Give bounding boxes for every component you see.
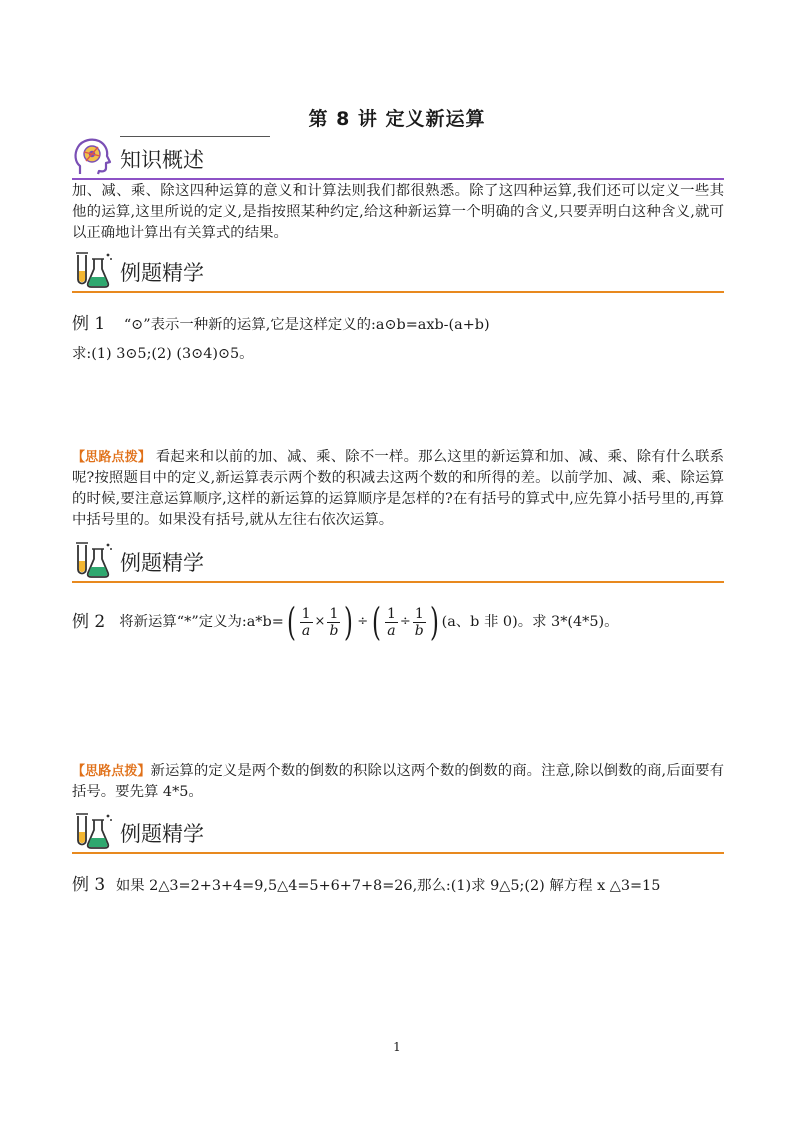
- section-header-overview: [72, 136, 724, 180]
- example-1-hint: [72, 447, 724, 531]
- example-1-statement: [72, 313, 724, 336]
- hint-text: 新运算的定义是两个数的倒数的积除以这两个数的倒数的商。注意,除以倒数的商,后面要有括号。要先算 4*5。: [72, 763, 724, 800]
- example-2-prefix: 将新运算“*”定义为:a*b=: [119, 614, 284, 630]
- example-1-question: 求:(1) 3⊙5;(2) (3⊙4)⊙5。: [72, 346, 254, 362]
- left-paren: (: [286, 600, 296, 644]
- section-underline: [72, 852, 724, 854]
- hint-label: 【思路点拨】: [72, 764, 151, 779]
- section-title-example: 例题精学: [120, 822, 204, 846]
- hint-text: 看起来和以前的加、减、乘、除不一样。那么这里的新运算和加、减、乘、除有什么联系呢?按照题目中的定义,新运算表示两个数的积减去这两个数的和所得的差。以前学加、减、乘、除运算的时候,要注意运算顺序,这样的新运算的运算顺序是怎样的?在有括号的算式中,应先算小括号里的,再算中括号里的。如果没有括号,就从左往右依次运算。: [72, 449, 724, 528]
- example-2-suffix: (a、b 非 0)。求 3*(4*5)。: [441, 614, 619, 630]
- brain-head-icon: [72, 136, 114, 178]
- right-paren: ): [344, 600, 354, 644]
- left-paren: (: [372, 600, 382, 644]
- section-header-example-2: [72, 539, 724, 583]
- overview-paragraph: 加、减、乘、除这四种运算的意义和计算法则我们都很熟悉。除了这四种运算,我们还可以定义一些其他的运算,这里所说的定义,是指按照某种约定,给这种新运算一个明确的含义,只要弄明白这种含义,就可以正确地计算出有关算式的结果。: [72, 183, 724, 241]
- example-2-number: 例 2: [72, 612, 106, 632]
- section-underline: [72, 291, 724, 293]
- hint-label: 【思路点拨】: [72, 450, 152, 465]
- lab-flask-icon: [72, 810, 114, 852]
- fraction-one-over-b: $\frac{1}{b}$: [414, 605, 424, 639]
- example-3-text: 如果 2△3=2+3+4=9,5△4=5+6+7+8=26,那么:(1)求 9△5;(2) 解方程 x △3=15: [115, 878, 661, 894]
- section-header-example-1: [72, 249, 724, 293]
- section-title-example: 例题精学: [120, 551, 204, 575]
- formula-quotient-group: [369, 600, 441, 644]
- example-1-definition: “⊙”表示一种新的运算,它是这样定义的:a⊙b=axb-(a+b): [123, 317, 490, 333]
- formula-product-group: [284, 600, 356, 644]
- fraction-one-over-b: $\frac{1}{b}$: [329, 605, 339, 639]
- lab-flask-icon: [72, 539, 114, 581]
- times-operator: ×: [314, 614, 326, 629]
- example-2-hint: [72, 761, 724, 803]
- section-title-overview: 知识概述: [120, 148, 204, 172]
- section-title-example: 例题精学: [120, 261, 204, 285]
- divide-operator: ÷: [357, 614, 369, 629]
- right-paren: ): [429, 600, 439, 644]
- example-1-number: 例 1: [72, 314, 106, 334]
- lab-flask-icon: [72, 249, 114, 291]
- fraction-one-over-a: $\frac{1}{a}$: [386, 605, 396, 639]
- page-title: 第 8 讲 定义新运算: [308, 108, 486, 130]
- section-underline: [72, 178, 724, 180]
- section-header-example-3: [72, 810, 724, 854]
- example-2-statement: [72, 600, 724, 644]
- example-3-statement: [72, 874, 724, 897]
- page-number: 1: [393, 1040, 401, 1054]
- header-top-line: [120, 136, 270, 137]
- example-3-number: 例 3: [72, 875, 106, 895]
- fraction-one-over-a: $\frac{1}{a}$: [301, 605, 311, 639]
- section-underline: [72, 581, 724, 583]
- divide-operator: ÷: [399, 614, 411, 629]
